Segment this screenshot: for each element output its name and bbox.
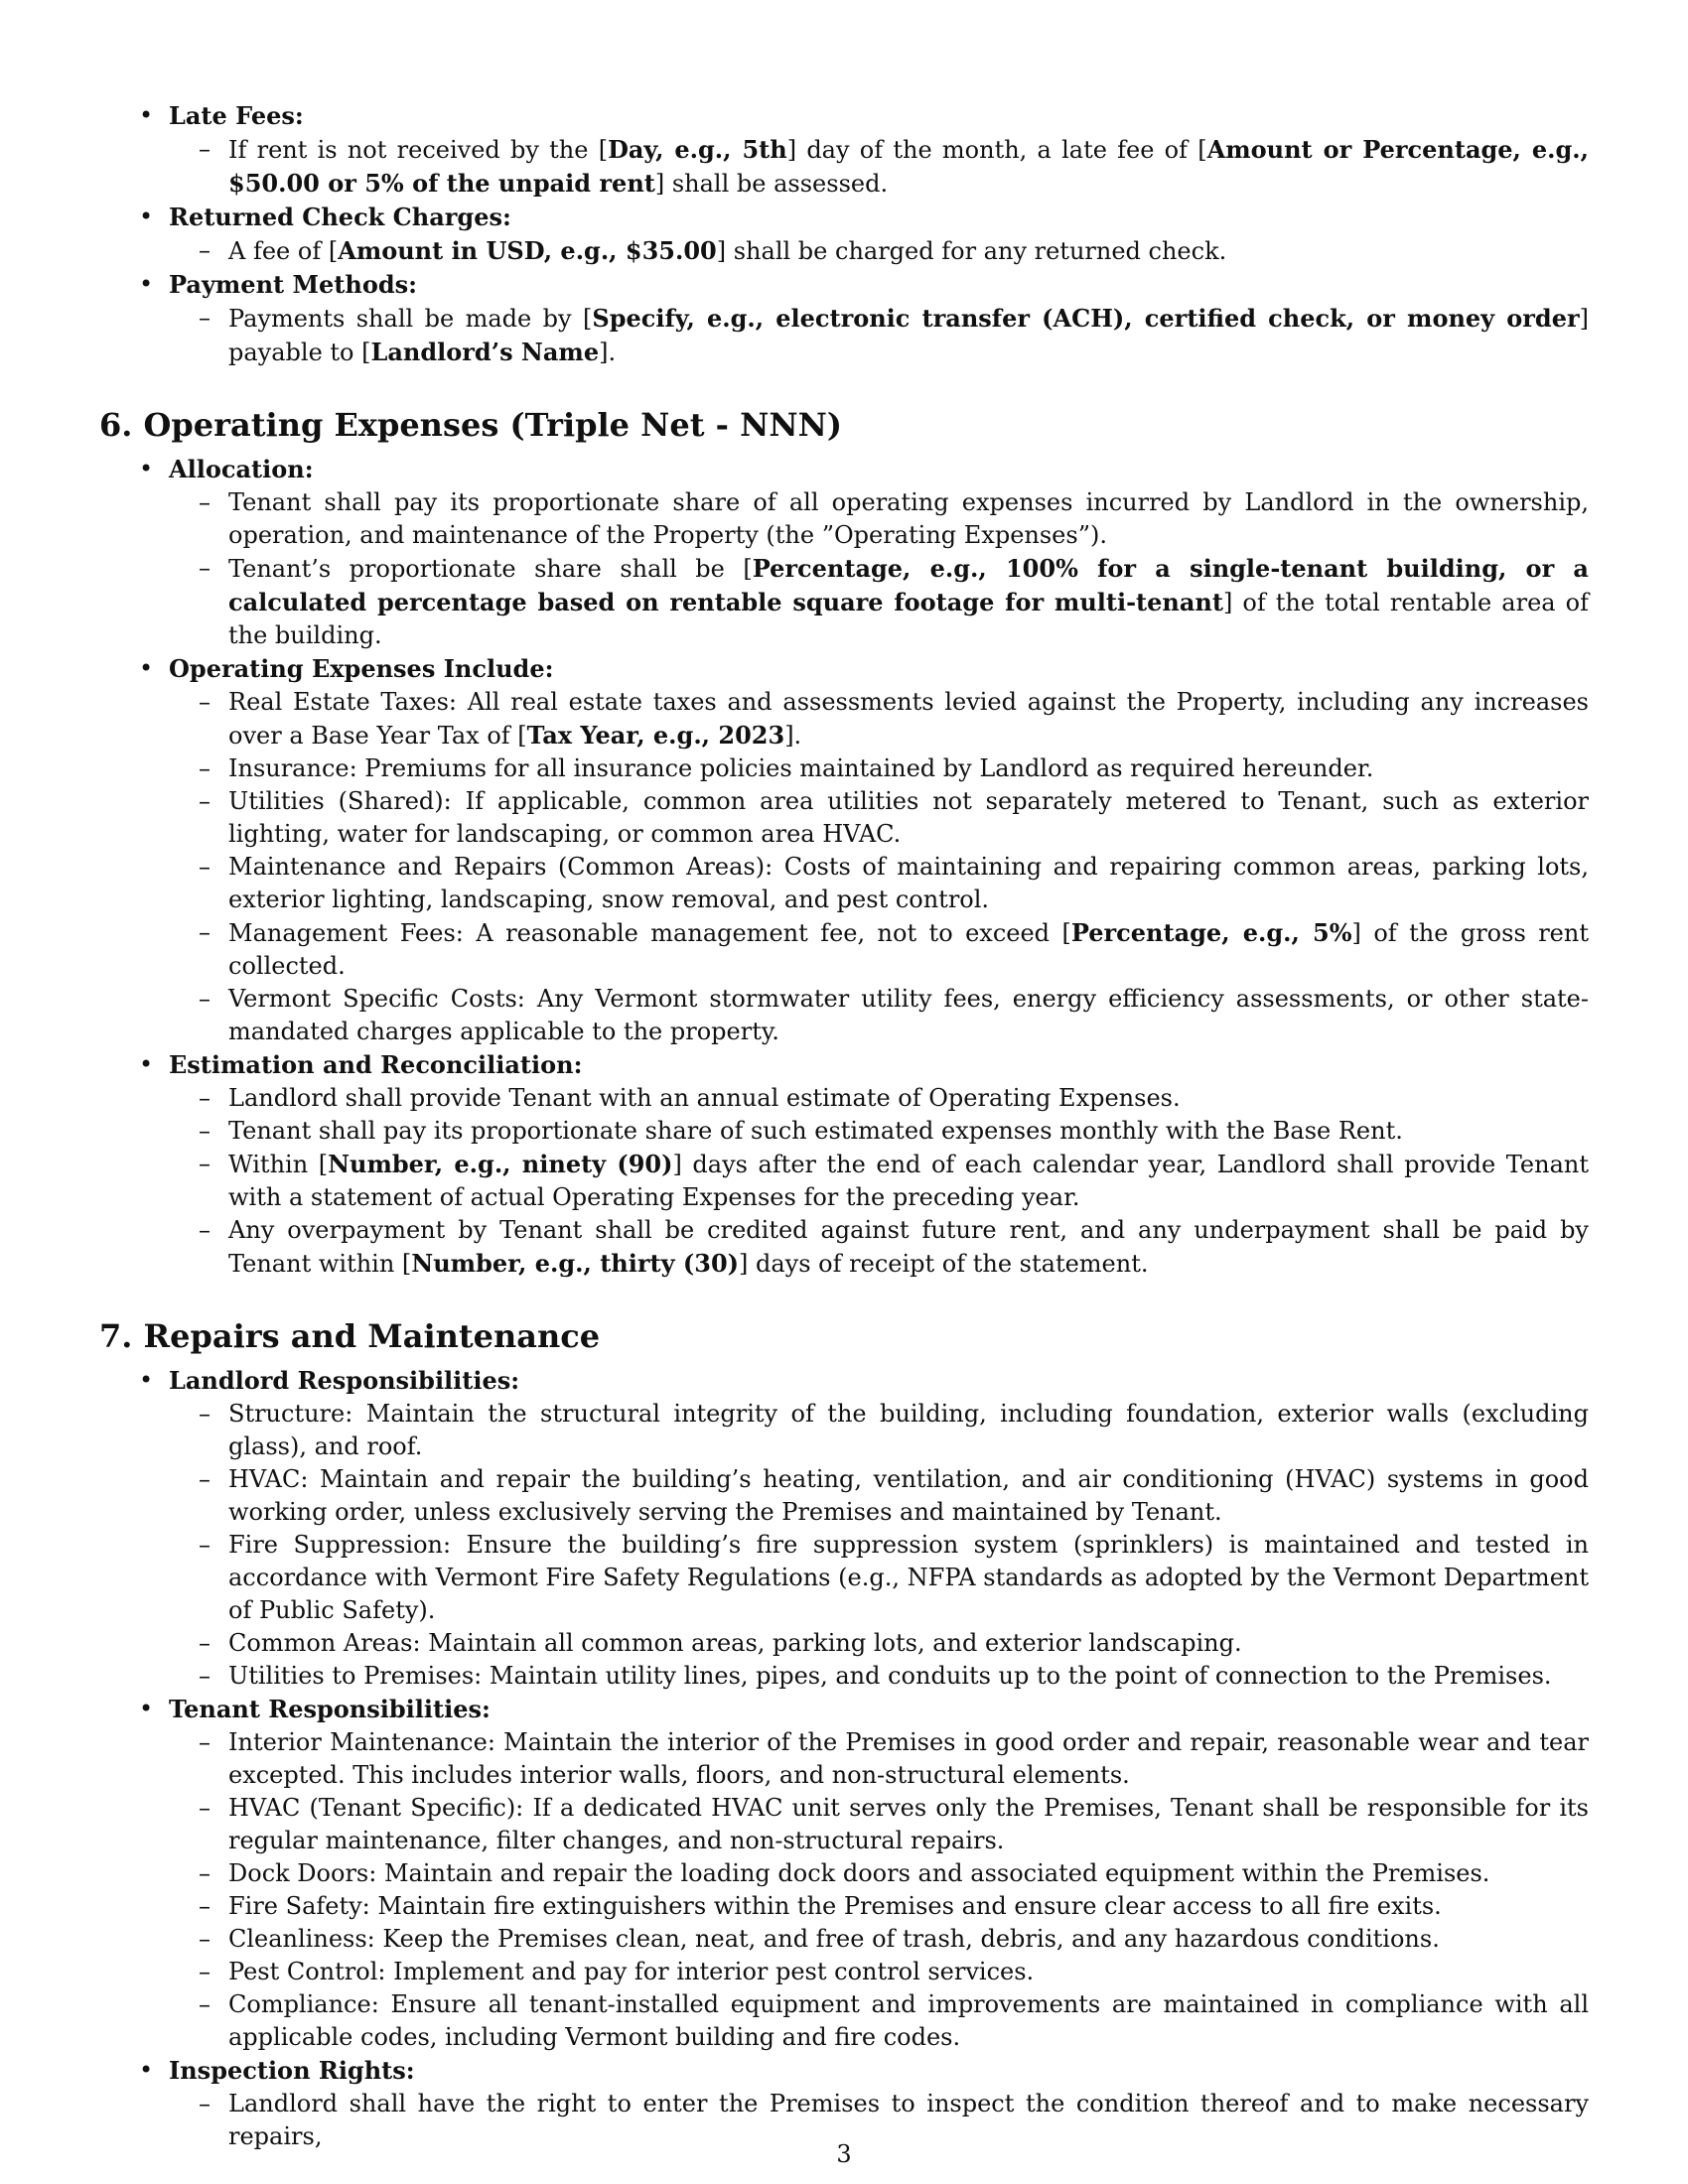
placeholder-text: Number, e.g., ninety (90) (328, 1150, 673, 1178)
inspection-rights-text: – Landlord shall have the right to enter the Premises to inspect the condition thereof and to make necessary repairs, (228, 2088, 1589, 2153)
section-6-list (99, 453, 1589, 1281)
allocation-text-1: – Tenant shall pay its proportionate share of all operating expenses incurred by Landlord in the ownership, operation, and maintenance of the Property (the ”Operating Expenses”). (228, 486, 1589, 552)
text-run: A fee of [ (228, 237, 339, 265)
payment-methods-text (228, 302, 1589, 369)
payment-methods-title: Payment Methods: (169, 270, 417, 299)
tenant-responsibilities-item (169, 1693, 1589, 2054)
landlord-fire-suppression: – Fire Suppression: Ensure the building’s fire suppression system (sprinklers) is maintained and tested in accordance with Vermont Fire Safety Regulations (e.g., NFPA standards as adopted by the Vermont Department of Public Safety). (228, 1529, 1589, 1627)
tenant-responsibilities-title: Tenant Responsibilities: (169, 1695, 491, 1723)
estimation-text-3 (228, 1148, 1589, 1214)
placeholder-text: Amount in USD, e.g., $35.00 (338, 236, 717, 265)
text-run: Management Fees: A reasonable management fee, not to exceed [ (228, 919, 1071, 947)
late-fees-title: Late Fees: (169, 101, 304, 130)
page-number: 3 (836, 2140, 852, 2168)
tenant-pest-control: – Pest Control: Implement and pay for interior pest control services. (228, 1956, 1589, 1988)
landlord-responsibilities-title: Landlord Responsibilities: (169, 1366, 520, 1395)
returned-check-title: Returned Check Charges: (169, 203, 511, 231)
section-7-heading: 7. Repairs and Maintenance (99, 1317, 601, 1355)
text-run: Tenant’s proportionate share shall be [ (228, 555, 753, 583)
late-fees-text (228, 133, 1589, 201)
section-6-heading: 6. Operating Expenses (Triple Net - NNN) (99, 406, 842, 444)
placeholder-text: Percentage, e.g., 100% for a single-tenant building, or a calculated percentage based on rentable square footage for multi-tenant (228, 554, 1589, 616)
estimation-text-4 (228, 1214, 1589, 1281)
real-estate-taxes (228, 686, 1589, 752)
text-run: If rent is not received by the [ (228, 136, 609, 164)
text-run: ] shall be assessed. (654, 170, 889, 198)
tenant-cleanliness: – Cleanliness: Keep the Premises clean, neat, and free of trash, debris, and any hazardous conditions. (228, 1923, 1589, 1956)
vermont-specific-costs: – Vermont Specific Costs: Any Vermont stormwater utility fees, energy efficiency assessments, or other state-mandated charges applicable to the property. (228, 983, 1589, 1048)
estimation-item (169, 1048, 1589, 1281)
utilities-shared: – Utilities (Shared): If applicable, common area utilities not separately metered to Tenant, such as exterior lighting, water for landscaping, or common area HVAC. (228, 785, 1589, 851)
maintenance-common-areas: – Maintenance and Repairs (Common Areas): Costs of maintaining and repairing common areas, parking lots, exterior lighting, landscaping, snow removal, and pest control. (228, 851, 1589, 916)
text-run: Real Estate Taxes: All real estate taxes and assessments levied against the Property, including any increases over a Base Year Tax of [ (228, 688, 1589, 750)
insurance: – Insurance: Premiums for all insurance policies maintained by Landlord as required hereunder. (228, 752, 1589, 785)
landlord-common-areas: – Common Areas: Maintain all common areas, parking lots, and exterior landscaping. (228, 1627, 1589, 1660)
text-run: ] of the gross rent collected. (228, 919, 1589, 980)
text-run: ] shall be charged for any returned check. (716, 237, 1227, 265)
estimation-title: Estimation and Reconciliation: (169, 1050, 583, 1079)
placeholder-text: Landlord’s Name (370, 338, 600, 366)
management-fees (228, 916, 1589, 983)
placeholder-text: Tax Year, e.g., 2023 (526, 721, 785, 750)
text-run: Within [ (228, 1151, 329, 1178)
rent-payment-list (99, 99, 1589, 369)
landlord-structure: – Structure: Maintain the structural integrity of the building, including foundation, exterior walls (excluding glass), and roof. (228, 1398, 1589, 1463)
text-run: Any overpayment by Tenant shall be credited against future rent, and any underpayment shall be paid by Tenant within [ (228, 1216, 1589, 1278)
placeholder-text: Specify, e.g., electronic transfer (ACH), certified check, or money order (592, 304, 1580, 333)
allocation-title: Allocation: (169, 455, 314, 483)
tenant-compliance: – Compliance: Ensure all tenant-installed equipment and improvements are maintained in compliance with all applicable codes, including Vermont building and fire codes. (228, 1988, 1589, 2054)
tenant-dock-doors: – Dock Doors: Maintain and repair the loading dock doors and associated equipment within the Premises. (228, 1857, 1589, 1890)
placeholder-text: Day, e.g., 5th (608, 135, 787, 164)
estimation-text-2: – Tenant shall pay its proportionate share of such estimated expenses monthly with the Base Rent. (228, 1115, 1589, 1148)
returned-check-item (169, 201, 1589, 268)
returned-check-text (228, 234, 1589, 268)
allocation-text-2 (228, 552, 1589, 652)
tenant-fire-safety: – Fire Safety: Maintain fire extinguishers within the Premises and ensure clear access to all fire exits. (228, 1890, 1589, 1923)
text-run: ] days of receipt of the statement. (739, 1250, 1149, 1278)
text-run: ] day of the month, a late fee of [ (786, 136, 1207, 164)
page-content (99, 99, 1589, 2153)
placeholder-text: Percentage, e.g., 5% (1070, 918, 1352, 947)
text-run: ]. (599, 339, 617, 366)
section-7-list (99, 1364, 1589, 2153)
landlord-utilities: – Utilities to Premises: Maintain utility lines, pipes, and conduits up to the point of connection to the Premises. (228, 1660, 1589, 1693)
expenses-include-item (169, 652, 1589, 1048)
tenant-hvac: – HVAC (Tenant Specific): If a dedicated HVAC unit serves only the Premises, Tenant shall be responsible for its regular maintenance, filter changes, and non-structural repairs. (228, 1792, 1589, 1857)
landlord-responsibilities-item (169, 1364, 1589, 1693)
late-fees-item (169, 99, 1589, 201)
text-run: ]. (784, 722, 802, 750)
landlord-hvac: – HVAC: Maintain and repair the building’s heating, ventilation, and air conditioning (HVAC) systems in good working order, unless exclusively serving the Premises and maintained by Tenant. (228, 1463, 1589, 1529)
placeholder-text: Number, e.g., thirty (30) (411, 1249, 740, 1278)
text-run: Payments shall be made by [ (228, 305, 593, 333)
tenant-interior-maintenance: – Interior Maintenance: Maintain the interior of the Premises in good order and repair, reasonable wear and tear excepted. This includes interior walls, floors, and non-structural elements. (228, 1726, 1589, 1792)
payment-methods-item (169, 268, 1589, 369)
allocation-item (169, 453, 1589, 652)
expenses-include-title: Operating Expenses Include: (169, 654, 554, 683)
placeholder-text: Amount or Percentage, e.g., $50.00 or 5% of the unpaid rent (228, 135, 1589, 198)
text-run: ] days after the end of each calendar year, Landlord shall provide Tenant with a statement of actual Operating Expenses for the preceding year. (228, 1151, 1589, 1211)
text-run: ] of the total rentable area of the building. (228, 589, 1589, 649)
estimation-text-1: – Landlord shall provide Tenant with an annual estimate of Operating Expenses. (228, 1082, 1589, 1115)
text-run: ] payable to [ (228, 305, 1589, 366)
inspection-rights-title: Inspection Rights: (169, 2056, 415, 2085)
